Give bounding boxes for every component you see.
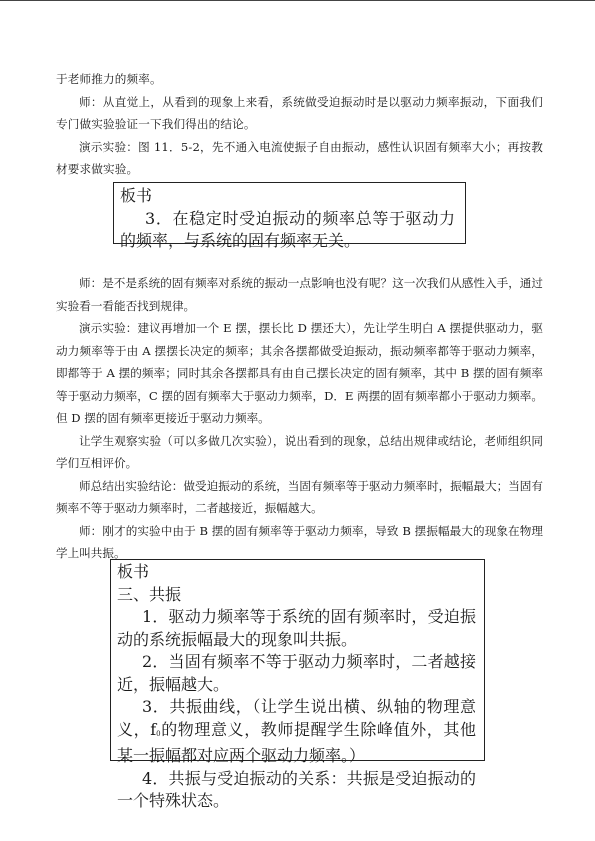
resonance-item-3-text-b: 的物理意义，教师提醒学生除峰值外，其他某一振幅都对应两个驱动力频率。） (117, 719, 476, 765)
natural-frequency-subscript: 0 (156, 729, 161, 738)
blackboard-label: 板书 (120, 186, 153, 205)
paragraph-4: 师：是不是系统的固有频率对系统的振动一点影响也没有呢？这一次我们从感性入手，通过实验看一看能否找到规律。 (56, 276, 543, 313)
paragraph-1: 于老师推力的频率。 (56, 72, 162, 86)
paragraph-2: 师：从直觉上，从看到的现象上来看，系统做受迫振动时是以驱动力频率振动，下面我们专门做实验验证一下我们得出的结论。 (56, 94, 543, 131)
section-1 (56, 68, 543, 181)
blackboard-heading: 三、共振 (117, 584, 182, 604)
paragraph-7: 师总结出实验结论：做受迫振动的系统，当固有频率等于驱动力频率时，振幅最大；当固有频率不等于驱动力频率时，二者越接近，振幅越大。 (56, 478, 543, 515)
resonance-item-1: 1．驱动力频率等于系统的固有频率时，受迫振动的系统振幅最大的现象叫共振。 (117, 607, 476, 649)
resonance-item-3 (117, 696, 476, 768)
paragraph-6: 让学生观察实验（可以多做几次实验），说出看到的现象，总结出规律或结论，老师组织同学们互相评价。 (56, 433, 543, 470)
section-2 (56, 272, 543, 565)
resonance-item-4: 4．共振与受迫振动的关系：共振是受迫振动的一个特殊状态。 (117, 768, 476, 810)
resonance-item-2: 2．当固有频率不等于驱动力频率时，二者越接近，振幅越大。 (117, 652, 476, 694)
page-top-rule (0, 0, 595, 1)
resonance-item-3-text-a: 3．共振曲线，（让学生说出横、纵轴的物理意义，f (117, 697, 476, 739)
paragraph-3: 演示实验：图 11．5-2，先不通入电流使振子自由振动，感性认识固有频率大小；再按教材要求做实验。 (56, 139, 543, 176)
blackboard-label: 板书 (117, 562, 150, 581)
paragraph-8: 师：刚才的实验中由于 B 摆的固有频率等于驱动力频率，导致 B 摆振幅最大的现象在物理学上叫共振。 (56, 523, 543, 560)
blackboard-item-3: 3．在稳定时受迫振动的频率总等于驱动力的频率，与系统的固有频率无关。 (120, 208, 455, 250)
blackboard-box-1 (113, 182, 466, 250)
blackboard-box-2 (110, 559, 485, 810)
paragraph-5: 演示实验：建议再增加一个 E 摆，摆长比 D 摆还大），先让学生明白 A 摆提供驱动力，驱动力频率等于由 A 摆摆长决定的频率；其余各摆都做受迫振动，振动频率都等于驱动力频率，即都等于 A 摆的频率；同时其余各摆都具有由自己摆长决定的固有频率，其中 B 摆的固有频率等于驱动力频率，C 摆的固有频率大于驱动力频率，D．E 两摆的固有频率都小于驱动力频率。但 D 摆的固有频率更接近于驱动力频率。 (56, 321, 543, 425)
